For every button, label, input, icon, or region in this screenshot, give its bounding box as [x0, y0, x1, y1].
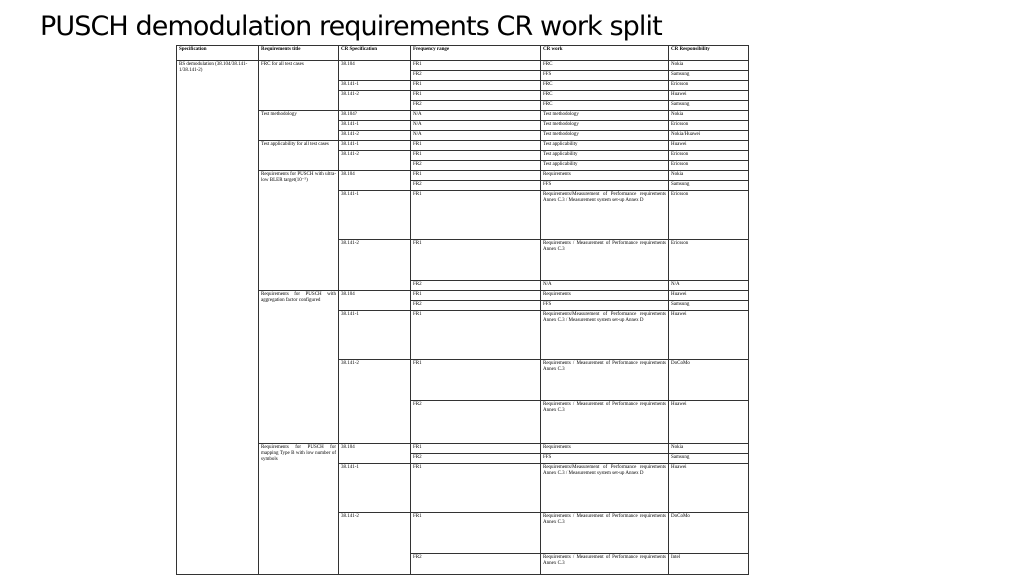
cell-cr-spec: 38.141-2	[339, 91, 411, 111]
cell-freq-range: FR1	[411, 464, 541, 513]
cell-cr-spec: 38.141-1	[339, 121, 411, 131]
cell-cr-work: Requirements / Measurement of Performance requirements Annex C.3	[541, 513, 669, 554]
cell-req-title: FRC for all test cases	[259, 61, 339, 111]
cell-freq-range: FR1	[411, 81, 541, 91]
cell-cr-work: FFS	[541, 181, 669, 191]
cell-cr-spec: 38.104?	[339, 111, 411, 121]
cell-cr-work: Requirements	[541, 171, 669, 181]
cell-freq-range: N/A	[411, 111, 541, 121]
cell-cr-spec: 38.141-2	[339, 131, 411, 141]
cell-cr-spec: 38.104	[339, 171, 411, 191]
cell-cr-work: FRC	[541, 61, 669, 71]
cell-cr-resp: Nokia	[669, 171, 749, 181]
cell-cr-work: Requirements/Measurement of Performance requirements Annex C.3 / Measurement system set-up Annex D	[541, 311, 669, 360]
cell-cr-work: Test methodology	[541, 111, 669, 121]
cell-cr-work: Requirements/Measurement of Performance requirements Annex C.3 / Measurement system set-up Annex D	[541, 464, 669, 513]
cell-req-title: Requirements for PUSCH with aggregation factor configured	[259, 291, 339, 444]
header-frequency-range: Frequency range	[411, 46, 541, 61]
cell-cr-spec: 38.104	[339, 291, 411, 311]
cell-req-title: Requirements for PUSCH with ultra-low BLER target(10⁻⁵)	[259, 171, 339, 291]
cell-freq-range: FR2	[411, 71, 541, 81]
cell-freq-range: FR2	[411, 181, 541, 191]
table-row	[177, 141, 749, 151]
cell-cr-spec: 38.141-1	[339, 464, 411, 513]
cell-cr-work: Test methodology	[541, 121, 669, 131]
cell-cr-resp: Huawei	[669, 464, 749, 513]
cell-cr-spec: 38.141-2	[339, 360, 411, 444]
table-row	[177, 171, 749, 181]
cell-cr-work: FFS	[541, 71, 669, 81]
cell-cr-resp: Nokia	[669, 61, 749, 71]
cell-cr-resp: Nokia	[669, 111, 749, 121]
cell-cr-resp: Samsung	[669, 101, 749, 111]
cell-freq-range: FR1	[411, 191, 541, 240]
cell-cr-spec: 38.141-2	[339, 240, 411, 291]
cell-cr-resp: Nokia/Huawei	[669, 131, 749, 141]
cell-freq-range: FR1	[411, 151, 541, 161]
cell-cr-spec: 38.141-1	[339, 141, 411, 151]
header-cr-specification: CR Specification	[339, 46, 411, 61]
cell-freq-range: FR2	[411, 554, 541, 575]
cell-freq-range: FR1	[411, 291, 541, 301]
cell-cr-resp: Ericsson	[669, 161, 749, 171]
cell-cr-resp: Huawei	[669, 141, 749, 151]
cell-cr-work: FFS	[541, 301, 669, 311]
cell-req-title: Test methodology	[259, 111, 339, 141]
table-row	[177, 111, 749, 121]
cell-cr-work: FFS	[541, 454, 669, 464]
cell-cr-spec: 38.141-2	[339, 151, 411, 171]
cell-cr-resp: DoCoMo	[669, 360, 749, 401]
cell-freq-range: FR2	[411, 101, 541, 111]
cell-cr-work: Requirements	[541, 291, 669, 301]
cell-cr-work: FRC	[541, 91, 669, 101]
cell-freq-range: FR1	[411, 360, 541, 401]
cell-cr-work: N/A	[541, 281, 669, 291]
cell-freq-range: FR1	[411, 171, 541, 181]
table-row	[177, 291, 749, 301]
cell-cr-resp: Ericsson	[669, 240, 749, 281]
cell-cr-work: Requirements	[541, 444, 669, 454]
cell-freq-range: FR1	[411, 311, 541, 360]
cell-cr-work: Requirements / Measurement of Performance requirements Annex C.3	[541, 360, 669, 401]
header-cr-work: CR work	[541, 46, 669, 61]
cell-cr-work: FRC	[541, 101, 669, 111]
cell-cr-resp: Intel	[669, 554, 749, 575]
cell-cr-work: Test applicability	[541, 161, 669, 171]
cell-cr-spec: 38.104	[339, 61, 411, 81]
cell-cr-spec: 38.141-1	[339, 311, 411, 360]
cell-freq-range: FR1	[411, 240, 541, 281]
table-row	[177, 61, 749, 71]
cell-cr-work: Requirements / Measurement of Performance requirements Annex C.3	[541, 554, 669, 575]
cell-cr-spec: 38.141-1	[339, 191, 411, 240]
cell-cr-spec: 38.141-2	[339, 513, 411, 575]
cell-freq-range: FR2	[411, 301, 541, 311]
cell-cr-resp: DoCoMo	[669, 513, 749, 554]
cell-cr-resp: Huawei	[669, 291, 749, 301]
cell-cr-resp: Samsung	[669, 301, 749, 311]
cell-cr-resp: N/A	[669, 281, 749, 291]
cell-specification: BS demodulation (38.104/38.141-1/38.141-2)	[177, 61, 259, 575]
cell-freq-range: FR1	[411, 513, 541, 554]
work-split-table	[176, 45, 749, 575]
cell-cr-resp: Ericsson	[669, 81, 749, 91]
table-header-row	[177, 46, 749, 61]
slide-title: PUSCH demodulation requirements CR work split	[40, 11, 662, 42]
cell-cr-resp: Nokia	[669, 444, 749, 454]
cell-cr-resp: Samsung	[669, 181, 749, 191]
cell-freq-range: FR2	[411, 161, 541, 171]
cell-cr-work: Test applicability	[541, 151, 669, 161]
table-row	[177, 444, 749, 454]
cell-cr-work: Requirements/Measurement of Performance requirements Annex C.3 / Measurement system set-up Annex D	[541, 191, 669, 240]
cell-cr-work: Requirements / Measurement of Performance requirements Annex C.3	[541, 401, 669, 444]
cell-cr-resp: Huawei	[669, 91, 749, 101]
cell-cr-resp: Ericsson	[669, 121, 749, 131]
cell-freq-range: FR1	[411, 91, 541, 101]
cell-cr-work: Test methodology	[541, 131, 669, 141]
cell-req-title: Test applicability for all test cases	[259, 141, 339, 171]
cell-freq-range: N/A	[411, 131, 541, 141]
cell-cr-resp: Ericsson	[669, 191, 749, 240]
cell-freq-range: FR1	[411, 444, 541, 454]
cell-cr-resp: Huawei	[669, 311, 749, 360]
cell-freq-range: N/A	[411, 121, 541, 131]
cell-req-title: Requirements for PUSCH for mapping Type B with low number of symbols	[259, 444, 339, 575]
cell-freq-range: FR2	[411, 454, 541, 464]
header-cr-responsibility: CR Responsibility	[669, 46, 749, 61]
cell-cr-resp: Samsung	[669, 454, 749, 464]
cell-cr-resp: Huawei	[669, 401, 749, 444]
cell-freq-range: FR2	[411, 281, 541, 291]
cell-cr-spec: 38.104	[339, 444, 411, 464]
cell-cr-work: Requirements / Measurement of Performance requirements Annex C.3	[541, 240, 669, 281]
cell-freq-range: FR2	[411, 401, 541, 444]
cell-cr-resp: Samsung	[669, 71, 749, 81]
cell-cr-work: Test applicability	[541, 141, 669, 151]
cell-freq-range: FR1	[411, 61, 541, 71]
header-requirements-title: Requirements title	[259, 46, 339, 61]
cell-cr-resp: Ericsson	[669, 151, 749, 161]
header-specification: Specification	[177, 46, 259, 61]
cell-cr-work: FRC	[541, 81, 669, 91]
cell-freq-range: FR1	[411, 141, 541, 151]
cell-cr-spec: 38.141-1	[339, 81, 411, 91]
